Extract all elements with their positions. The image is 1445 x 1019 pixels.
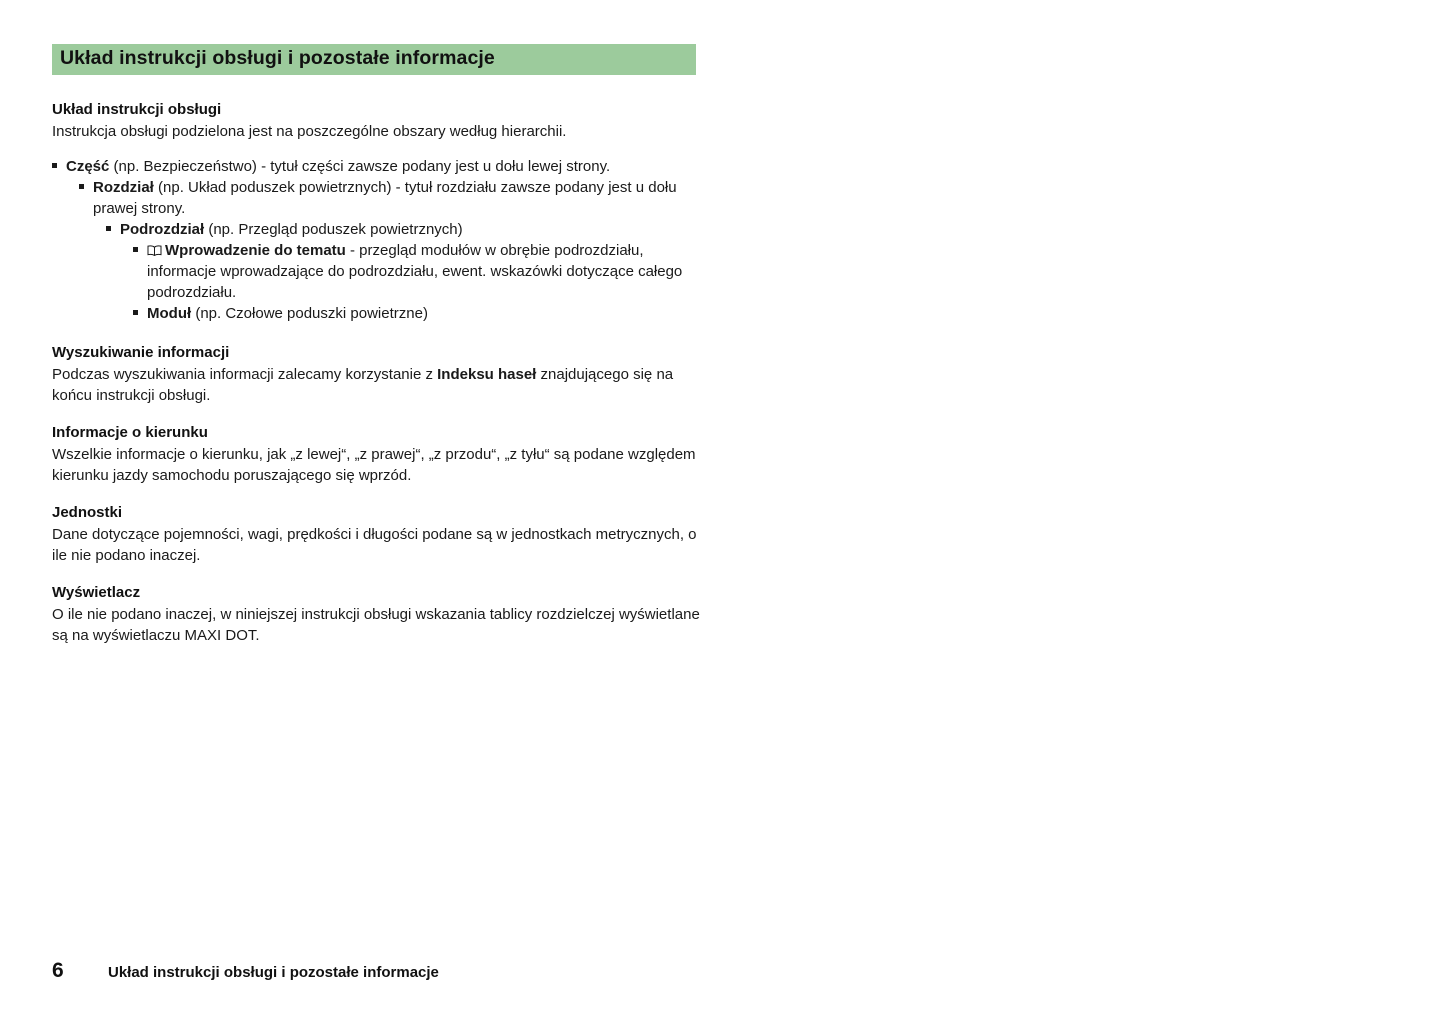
list-item [133,303,712,324]
section-paragraph: O ile nie podano inaczej, w niniejszej instrukcji obsługi wskazania tablicy rozdzielczej wyświetlane są na wyświetlaczu MAXI DOT. [52,606,700,644]
list-item [133,240,712,303]
square-bullet-icon [133,247,138,252]
square-bullet-icon [133,310,138,315]
paragraph-text-post: znajdującego się na końcu instrukcji obsługi. [52,366,674,404]
list-item-text: - przegląd modułów w obrębie podrozdziału, informacje wprowadzające do podrozdziału, ewent. wskazówki dotyczące całego podrozdziału. [147,242,683,301]
section-heading: Wyświetlacz [52,584,141,601]
section-informacje-o-kierunku [52,423,712,486]
square-bullet-icon [79,184,84,189]
list-item-text: (np. Przegląd poduszek powietrznych) [204,221,463,238]
section-heading: Wyszukiwanie informacji [52,344,230,361]
list-item-label: Rozdział [93,179,154,196]
section-wyswietlacz [52,583,712,646]
section-paragraph: Wszelkie informacje o kierunku, jak „z lewej“, „z prawej“, „z przodu“, „z tyłu“ są podane względem kierunku jazdy samochodu poruszającego się wprzód. [52,446,696,484]
square-bullet-icon [52,163,57,168]
section-paragraph [52,364,700,406]
section-heading: Informacje o kierunku [52,424,208,441]
list-item-label: Podrozdział [120,221,205,238]
list-item-text: (np. Bezpieczeństwo) - tytuł części zawsze podany jest u dołu lewej strony. [109,158,611,175]
page-footer [52,959,439,983]
page-number: 6 [52,959,64,982]
list-item-label: Wprowadzenie do tematu [165,242,346,259]
section-heading: Jednostki [52,504,123,521]
footer-section-title: Układ instrukcji obsługi i pozostałe informacje [108,964,439,981]
page-header-band [52,44,696,75]
open-book-icon [147,241,162,252]
list-item [79,177,712,219]
square-bullet-icon [106,226,111,231]
section-wyszukiwanie-informacji [52,343,712,406]
list-item [106,219,712,240]
paragraph-text-pre: Podczas wyszukiwania informacji zalecamy korzystanie z [52,366,438,383]
page-title: Układ instrukcji obsługi i pozostałe informacje [60,47,495,69]
list-item-label: Część [66,158,110,175]
section-paragraph: Dane dotyczące pojemności, wagi, prędkości i długości podane są w jednostkach metrycznych, o ile nie podano inaczej. [52,526,697,564]
list-item-label: Moduł [147,305,192,322]
list-item [52,156,712,177]
list-item-text: (np. Układ poduszek powietrznych) - tytuł rozdziału zawsze podany jest u dołu prawej strony. [93,179,677,217]
page-content [52,100,712,663]
section-uklad-instrukcji [52,100,712,142]
hierarchy-list [52,156,712,324]
section-jednostki [52,503,712,566]
paragraph-emphasis: Indeksu haseł [437,366,537,383]
section-heading: Układ instrukcji obsługi [52,101,222,118]
section-paragraph: Instrukcja obsługi podzielona jest na poszczególne obszary według hierarchii. [52,123,567,140]
list-item-text: (np. Czołowe poduszki powietrzne) [191,305,428,322]
